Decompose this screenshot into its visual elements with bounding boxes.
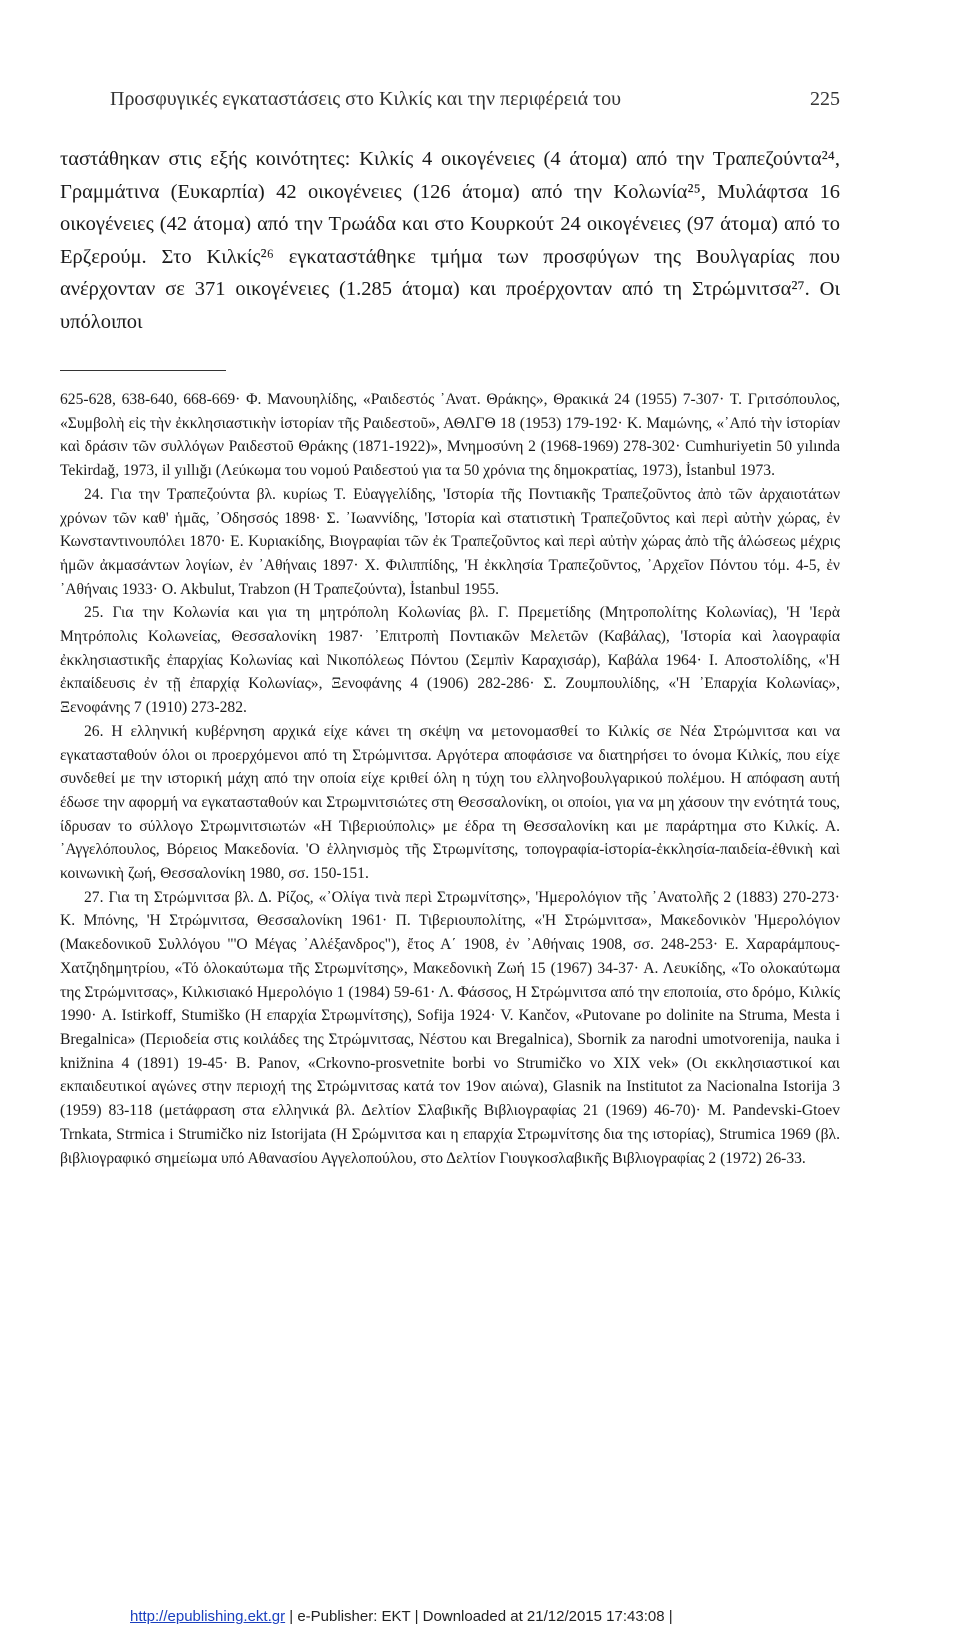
footnote-24: 24. Για την Τραπεζούντα βλ. κυρίως Τ. Εὐαγγελίδης, 'Ιστορία τῆς Ποντιακῆς Τραπεζοῦντος ἀπὸ τῶν ἀρχαιοτάτων χρόνων τῶν καθ' ἡμᾶς, ᾿Οδησσός 1898· Σ. ᾿Ιωαννίδης, 'Ιστορία καὶ στατιστικὴ Τραπεζοῦντος καὶ περὶ αὐτὴν χώρας, ἐν Κωνσταντινουπόλει 1870· Ε. Κυριακίδης, Βιογραφίαι τῶν ἐκ Τραπεζοῦντος καὶ περὶ αὐτὴν χώρας ἀπὸ τῆς ἁλώσεως μέχρις ἡμῶν ἀκμασάντων λογίων, ἐν ᾿Αθήναις 1897· Χ. Φιλιππίδης, 'Η ἐκκλησία Τραπεζοῦντος, ᾿Αρχεῖον Πόντου τόμ. 4-5, ἐν ᾿Αθήναις 1933· O. Akbulut, Trabzon (Η Τραπεζούντα), İstanbul 1955. — [60, 485, 840, 598]
footnote-continuation: 625-628, 638-640, 668-669· Φ. Μανουηλίδης, «Ραιδεστός ᾿Ανατ. Θράκης», Θρακικά 24 (1955) 7-307· Τ. Γριτσόπουλος, «Συμβολὴ εἰς τὴν ἐκκλησιαστικὴν ἱστορίαν τῆς Ραιδεστοῦ», ΑΘΛΓΘ 18 (1953) 179-192· Κ. Μαμώνης, «᾿Από τὴν ἱστορίαν καὶ δράσιν τῶν συλλόγων Ραιδεστοῦ Θράκης (1871-1922)», Μνημοσύνη 2 (1968-1969) 278-302· Cumhuriyetin 50 yılında Tekirdağ, 1973, il yıllığı (Λεύκωμα του νομού Ραιδεστού για τα 50 χρόνια της δημοκρατίας, 1973), İstanbul 1973. — [60, 391, 840, 480]
footnote-26: 26. Η ελληνική κυβέρνηση αρχικά είχε κάνει τη σκέψη να μετονομασθεί το Κιλκίς σε Νέα Στρώμνιτσα και να εγκατασταθούν όλοι οι προερχόμενοι από τη Στρώμνιτσα. Αργότερα αποφάσισε να διατηρήσει το όνομα Κιλκίς, που είχε συνδεθεί με την ιστορική μάχη από την οποία είχε κριθεί όλη η τύχη του ελληνοβουλγαρικού πολέμου. Η απόφαση αυτή έδωσε την αφορμή να εγκατασταθούν και Στρωμνιτσιώτες στη Θεσσαλονίκη, οι οποίοι, για να μη χάσουν την ενότητά τους, ίδρυσαν το σύλλογο Στρωμνιτσιωτών «Η Τιβεριούπολις» με έδρα τη Θεσσαλονίκη και με παράρτημα στο Κιλκίς. Α. ᾿Αγγελόπουλος, Βόρειος Μακεδονία. 'Ο ἑλληνισμὸς τῆς Στρωμνίτσης, τοπογραφία-ἱστορία-ἐκκλησία-παιδεία-ἐθνικὴ καὶ κοινωνικὴ ζωή, Θεσσαλονίκη 1980, σσ. 150-151. — [60, 722, 840, 883]
main-body-text — [60, 143, 840, 338]
running-head — [110, 88, 840, 111]
download-footer — [130, 1608, 780, 1625]
footer-info: | e-Publisher: EKT | Downloaded at 21/12/2015 17:43:08 | — [285, 1608, 673, 1625]
running-head-title: Προσφυγικές εγκαταστάσεις στο Κιλκίς και την περιφέρειά του — [110, 88, 621, 110]
footnote-rule — [60, 370, 226, 371]
page-number: 225 — [810, 88, 840, 110]
footnote-27: 27. Για τη Στρώμνιτσα βλ. Δ. Ρίζος, «᾿Ολίγα τινὰ περὶ Στρωμνίτσης», 'Ημερολόγιον τῆς ᾿Ανατολῆς 2 (1883) 270-273· Κ. Μπόνης, 'Η Στρώμνιτσα, Θεσσαλονίκη 1961· Π. Τιβεριουπολίτης, «'Η Στρώμνιτσα», Μακεδονικὸν 'Ημερολόγιον (Μακεδονικοῦ Συλλόγου "'Ο Μέγας ᾿Αλέξανδρος"), ἔτος Α΄ 1908, ἐν ᾿Αθήναις 1908, σσ. 248-253· Ε. Χαραράμπους-Χατζηδημητρίου, «Τό ὁλοκαύτωμα τῆς Στρωμνίτσης», Μακεδονικὴ Ζωή 15 (1967) 34-37· Α. Λευκίδης, «Το ολοκαύτωμα της Στρώμνιτσας», Κιλκισιακό Ημερολόγιο 1 (1984) 59-61· Λ. Φάσσος, Η Στρώμνιτσα από την εποποιία, στο δρόμο, Κιλκίς 1990· A. Istirkoff, Stumiško (Η επαρχία Στρωμνίτσης), Sofija 1924· V. Kančov, «Putovane po dolinite na Struma, Mesta i Bregalnica» (Περιοδεία στις κοιλάδες της Στρώμνιτσας, Νέστου και Bregalnica), Sbornik za narodni umotvorenija, nauka i knižnina 4 (1891) 19-45· B. Panov, «Crkovno-prosvetnite borbi vo Strumičko vo XIX vek» (Οι εκκλησιαστικοί και εκπαιδευτικοί αγώνες στην περιοχή της Στρώμνιτσας κατά τον 19ον αιώνα), Glasnik na Institutot za Nacionalna Istorija 3 (1959) 83-118 (μετάφραση στα ελληνικά βλ. Δελτίον Σλαβικῆς Βιβλιογραφίας 21 (1969) 46-70)· M. Pandevski-Gtoev Trnkata, Strmica i Strumičko niz Istorijata (Η Σρώμνιτσα και η επαρχία Στρωμνίτσης δια της ιστορίας), Strumica 1969 (βλ. βιβλιογραφικό σημείωμα υπό Αθανασίου Αγγελοπούλου, στο Δελτίον Γιουγκοσλαβικῆς Βιβλιογραφίας 2 (1972) 26-33. — [60, 888, 840, 1167]
main-paragraph: ταστάθηκαν στις εξής κοινότητες: Κιλκίς 4 οικογένειες (4 άτομα) από την Τραπεζούντα²⁴, Γραμμάτινα (Ευκαρπία) 42 οικογένειες (126 άτομα) από την Κολωνία²⁵, Μυλάφτσα 16 οικογένειες (42 άτομα) από την Τρωάδα και στο Κουρκούτ 24 οικογένειες (97 άτομα) από το Ερζερούμ. Στο Κιλκίς²⁶ εγκαταστάθηκε τμήμα των προσφύγων της Βουλγαρίας που ανέρχονταν σε 371 οικογένειες (1.285 άτομα) και προέρχονταν από τη Στρώμνιτσα²⁷. Οι υπόλοιποι — [60, 148, 840, 333]
epublishing-link[interactable]: http://epublishing.ekt.gr — [130, 1608, 286, 1625]
footnotes — [60, 388, 840, 1170]
footnote-25: 25. Για την Κολωνία και για τη μητρόπολη Κολωνίας βλ. Γ. Πρεμετίδης (Μητροπολίτης Κολωνίας), 'Η 'Ιερὰ Μητρόπολις Κολωνείας, Θεσσαλονίκη 1987· ᾿Επιτροπὴ Ποντιακῶν Μελετῶν (Καβάλας), 'Ιστορία καὶ λαογραφία ἐκκλησιαστικῆς ἐπαρχίας Κολωνίας καὶ Νικοπόλεως Πόντου (Σεμπὶν Καραχισάρ), Καβάλα 1964· Ι. Αποστολίδης, «'Η ἐκπαίδευσις ἐν τῇ ἐπαρχίᾳ Κολωνίας», Ξενοφάνης 4 (1906) 282-286· Σ. Ζουμπουλίδης, «'Η ᾿Επαρχία Κολωνίας», Ξενοφάνης 7 (1910) 273-282. — [60, 604, 840, 717]
